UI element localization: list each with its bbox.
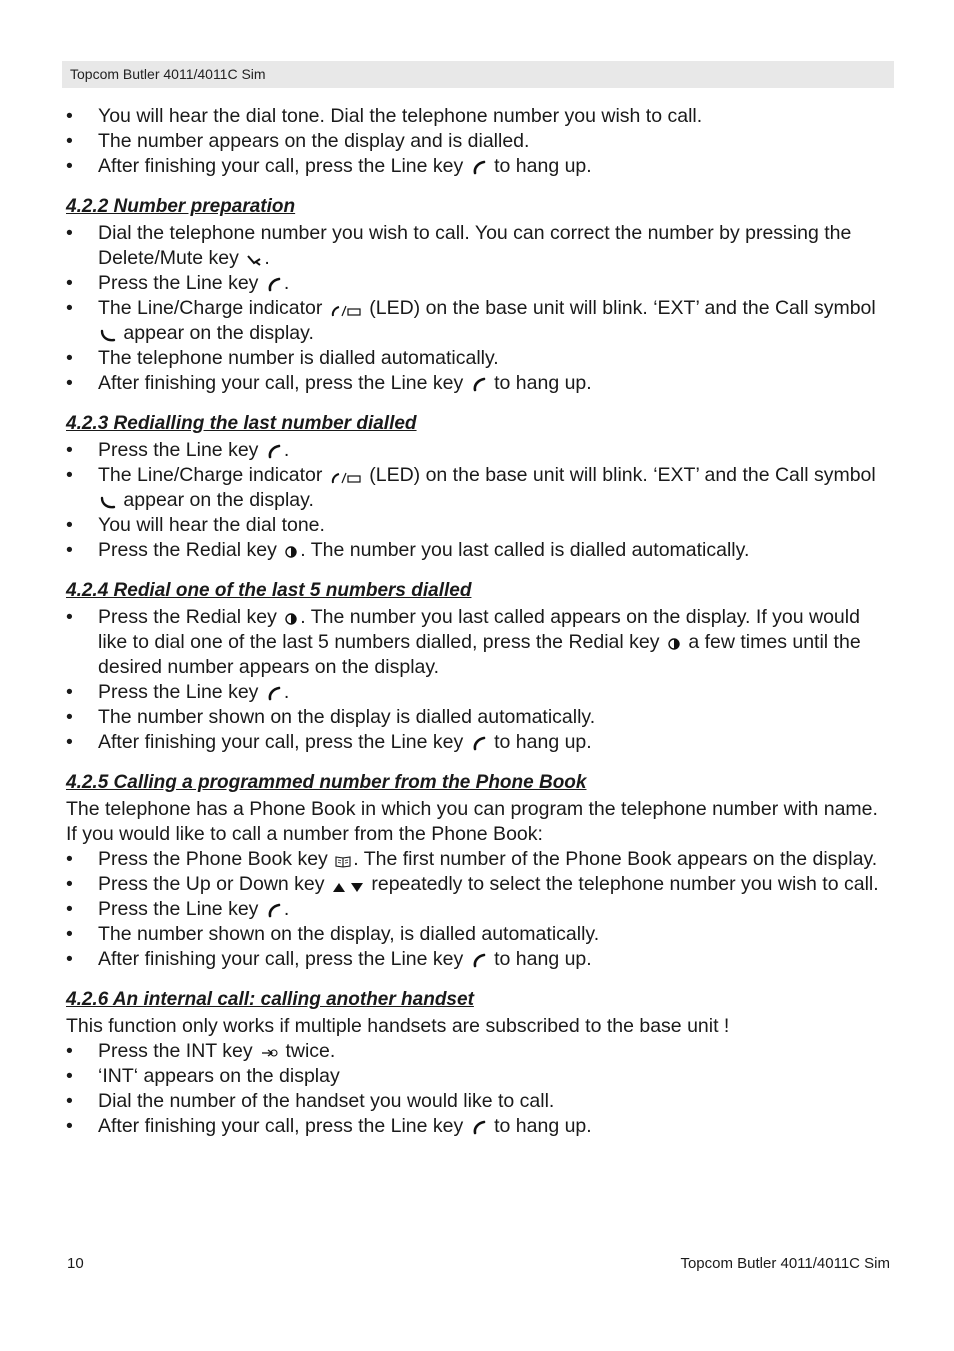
section-title-4-2-4: 4.2.4 Redial one of the last 5 numbers dialled <box>66 580 472 601</box>
list-item: • After finishing your call, press the Line key to hang up. <box>66 1115 592 1137</box>
list-item: • Press the Line key . <box>66 898 290 920</box>
footer-title: Topcom Butler 4011/4011C Sim <box>680 1255 890 1272</box>
list-item: • Press the Redial key . The number you last called appears on the display. If you would like to dial one of the last 5 numbers dialled, press the Redial key a few times until the desired number appears on the display. <box>66 606 861 678</box>
list-item: • Press the Phone Book key . The first number of the Phone Book appears on the display. <box>66 848 878 870</box>
list-item: • After finishing your call, press the Line key to hang up. <box>66 372 592 394</box>
line-key-icon <box>266 276 282 292</box>
section-title-4-2-5: 4.2.5 Calling a programmed number from the Phone Book <box>66 772 587 793</box>
page-number: 10 <box>67 1255 84 1272</box>
line-key-icon <box>266 685 282 701</box>
section-4-2-6-list <box>66 1039 892 1139</box>
page-header <box>62 61 894 88</box>
section-4-2-3-list <box>66 438 892 563</box>
list-item: • The Line/Charge indicator (LED) on the base unit will blink. ‘EXT’ and the Call symbol appear on the display. <box>66 297 876 344</box>
list-item: • After finishing your call, press the Line key to hang up. <box>66 948 592 970</box>
redial-key-icon <box>284 545 298 559</box>
section-4-2-2-list <box>66 221 892 396</box>
down-arrow-icon <box>350 881 364 893</box>
section-4-2-6-paragraph: This function only works if multiple handsets are subscribed to the base unit ! <box>66 1015 730 1037</box>
phone-book-key-icon <box>335 854 351 868</box>
section-4-2-4-list <box>66 605 892 755</box>
list-item: • The number appears on the display and is dialled. <box>66 130 530 152</box>
line-key-icon <box>471 1119 487 1135</box>
section-title-4-2-2: 4.2.2 Number preparation <box>66 196 296 217</box>
list-item: • Dial the telephone number you wish to call. You can correct the number by pressing the Delete/Mute key . <box>66 222 852 269</box>
line-key-icon <box>471 376 487 392</box>
list-item: • Press the Redial key . The number you last called is dialled automatically. <box>66 539 750 561</box>
section-4-2-5-list <box>66 847 892 972</box>
line-charge-indicator-icon <box>330 470 362 484</box>
page-content <box>66 104 892 1139</box>
line-key-icon <box>471 735 487 751</box>
call-symbol-icon <box>100 328 116 342</box>
list-item: • The Line/Charge indicator (LED) on the base unit will blink. ‘EXT’ and the Call symbol appear on the display. <box>66 464 876 511</box>
header-title: Topcom Butler 4011/4011C Sim <box>70 66 266 82</box>
list-item: • Press the Line key . <box>66 439 290 461</box>
intro-list <box>66 104 892 179</box>
list-item: • ‘INT‘ appears on the display <box>66 1065 340 1087</box>
line-key-icon <box>471 159 487 175</box>
int-key-icon <box>260 1046 278 1060</box>
list-item: • After finishing your call, press the Line key to hang up. <box>66 155 592 177</box>
up-arrow-icon <box>332 881 346 893</box>
section-4-2-5-paragraph: The telephone has a Phone Book in which you can program the telephone number with name. If you would like to call a number from the Phone Book: <box>66 798 878 845</box>
section-title-4-2-3: 4.2.3 Redialling the last number dialled <box>66 413 417 434</box>
list-item: • You will hear the dial tone. <box>66 514 325 536</box>
list-item: • The telephone number is dialled automatically. <box>66 347 499 369</box>
list-item: • The number shown on the display, is dialled automatically. <box>66 923 600 945</box>
line-key-icon <box>266 902 282 918</box>
line-key-icon <box>266 443 282 459</box>
list-item: • Dial the number of the handset you would like to call. <box>66 1090 555 1112</box>
redial-key-icon <box>284 612 298 626</box>
list-item: • After finishing your call, press the Line key to hang up. <box>66 731 592 753</box>
list-item: • Press the Up or Down key repeatedly to select the telephone number you wish to call. <box>66 873 879 895</box>
delete-mute-key-icon <box>246 253 262 267</box>
list-item: • You will hear the dial tone. Dial the telephone number you wish to call. <box>66 105 703 127</box>
line-key-icon <box>471 952 487 968</box>
call-symbol-icon <box>100 495 116 509</box>
section-title-4-2-6: 4.2.6 An internal call: calling another handset <box>66 989 474 1010</box>
list-item: • Press the Line key . <box>66 272 290 294</box>
list-item: • Press the Line key . <box>66 681 290 703</box>
list-item: • Press the INT key twice. <box>66 1040 336 1062</box>
list-item: • The number shown on the display is dialled automatically. <box>66 706 596 728</box>
redial-key-icon <box>667 637 681 651</box>
line-charge-indicator-icon <box>330 303 362 317</box>
